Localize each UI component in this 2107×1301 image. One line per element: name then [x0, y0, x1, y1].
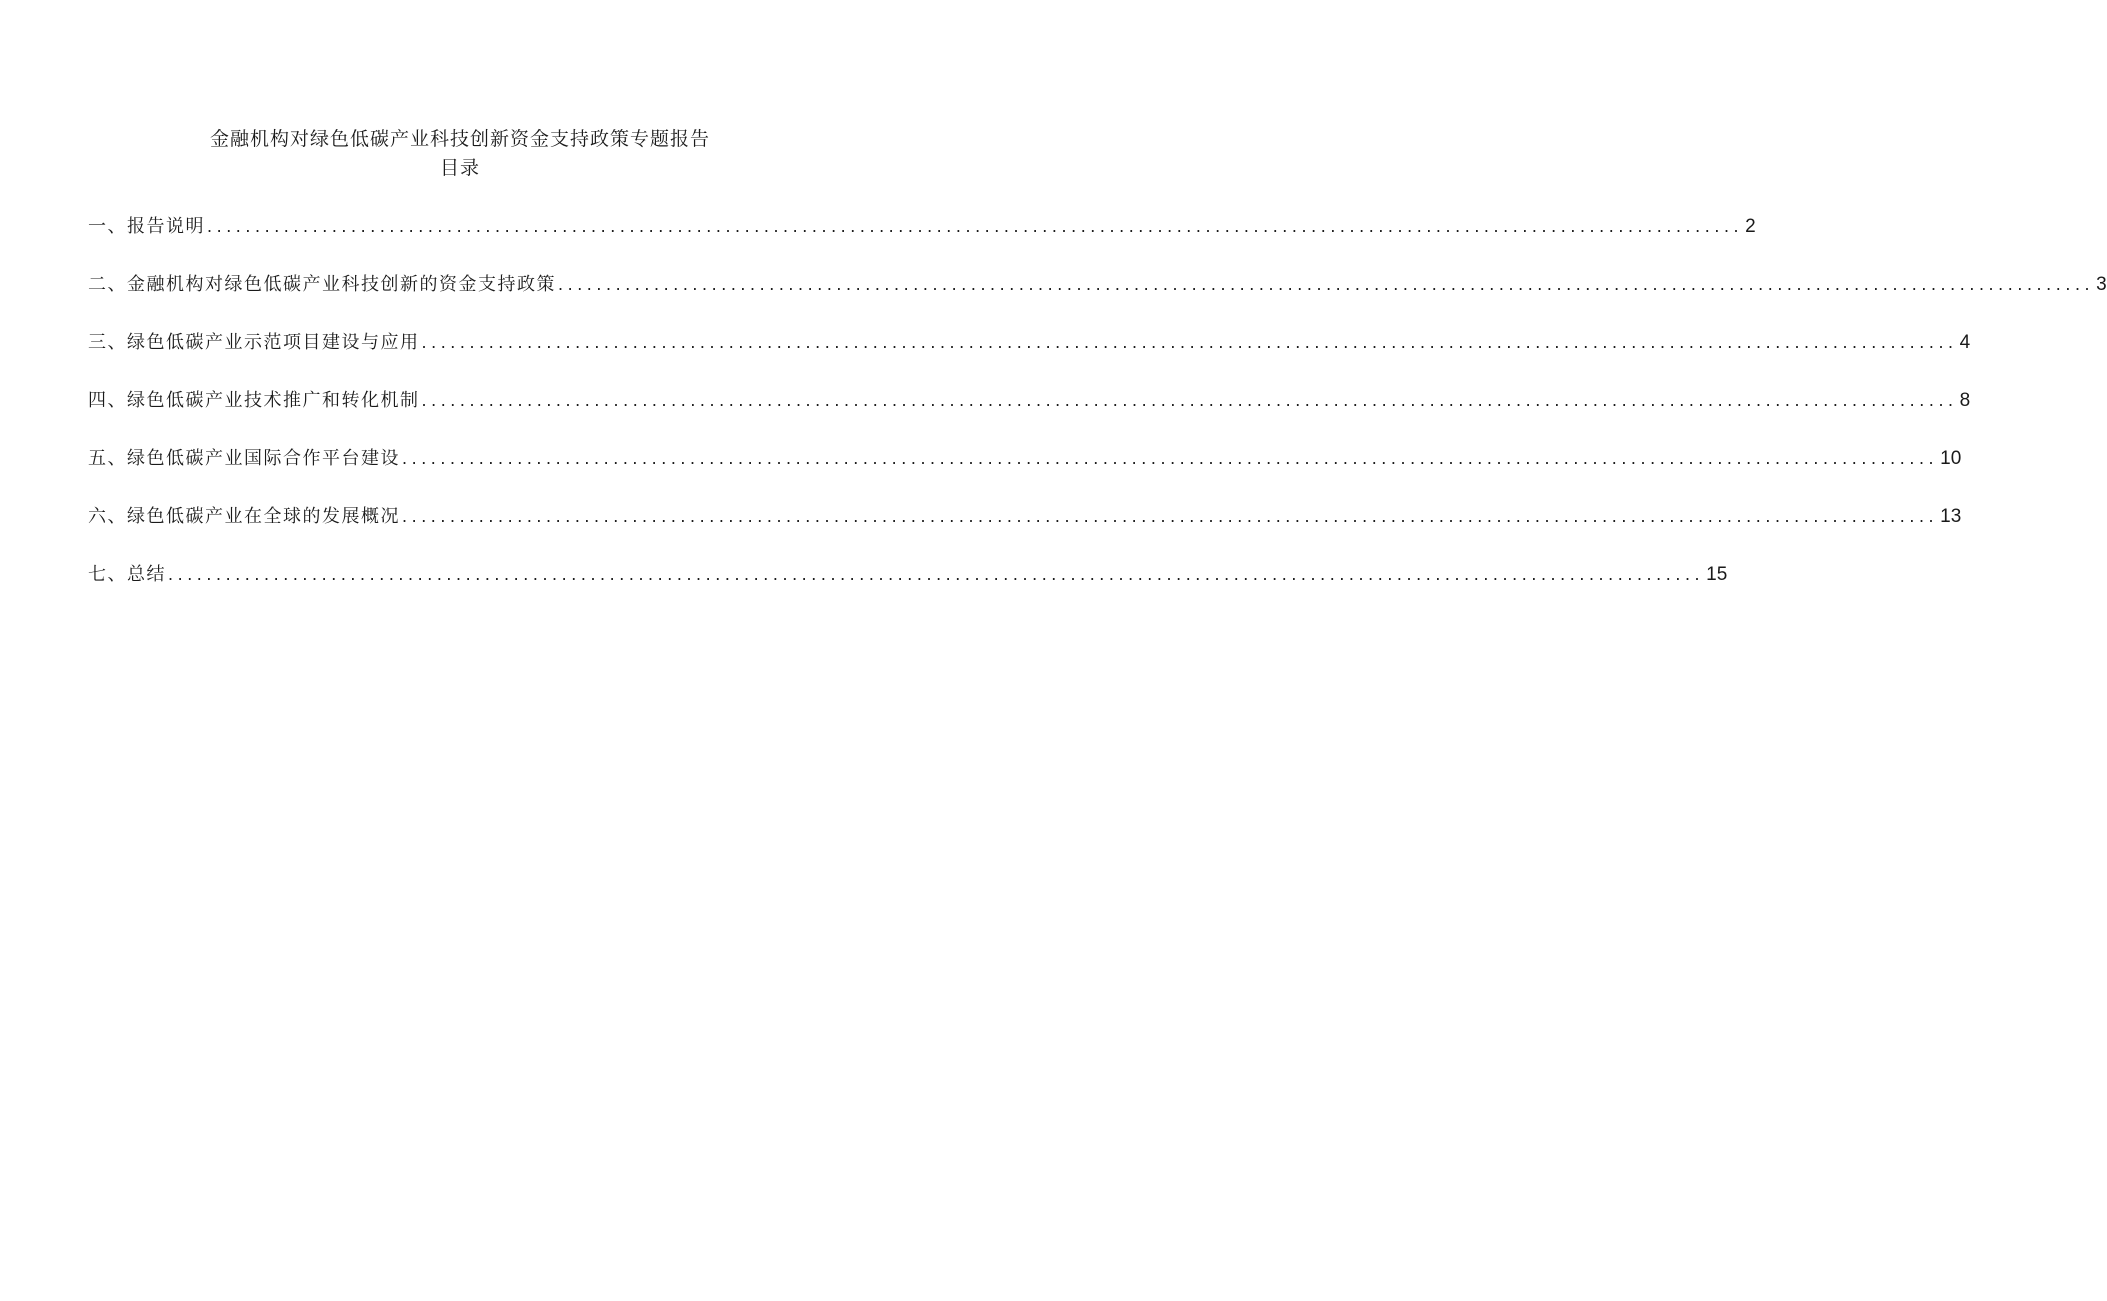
document-title: 金融机构对绿色低碳产业科技创新资金支持政策专题报告	[209, 128, 710, 150]
toc-heading: 目录	[439, 157, 480, 179]
toc-entry-page: 3	[2096, 274, 2107, 295]
toc-entry[interactable]	[88, 328, 1971, 386]
toc-dot-leader: ................................................................................................................................................................	[421, 390, 1958, 410]
toc-entry-title: 六、绿色低碳产业在全球的发展概况	[88, 506, 400, 527]
toc-dot-leader: ................................................................................................................................................................	[402, 448, 1939, 468]
toc-dot-leader: ................................................................................................................................................................	[207, 216, 1744, 236]
toc-entry-title: 五、绿色低碳产业国际合作平台建设	[88, 448, 400, 469]
toc-entry-title: 四、绿色低碳产业技术推广和转化机制	[88, 390, 420, 411]
toc-entry-title: 二、金融机构对绿色低碳产业科技创新的资金支持政策	[88, 274, 556, 295]
toc-entry-page: 2	[1745, 216, 1756, 237]
toc-entry-page: 15	[1706, 564, 1728, 585]
toc-entry[interactable]	[88, 270, 2107, 328]
toc-entry-title: 一、报告说明	[88, 216, 205, 237]
toc-entry[interactable]	[88, 444, 1962, 502]
toc-entry-page: 4	[1959, 332, 1971, 353]
toc-entry-title: 七、总结	[88, 564, 166, 585]
toc-entry-page: 8	[1959, 390, 1971, 411]
toc-dot-leader: ................................................................................................................................................................	[402, 506, 1939, 526]
table-of-contents	[88, 212, 2107, 618]
toc-dot-leader: ................................................................................................................................................................	[558, 274, 2095, 294]
toc-entry[interactable]	[88, 502, 1962, 560]
toc-entry[interactable]	[88, 212, 1756, 270]
toc-entry-page: 13	[1940, 506, 1962, 527]
toc-dot-leader: ................................................................................................................................................................	[168, 564, 1705, 584]
toc-entry-page: 10	[1940, 448, 1962, 469]
toc-dot-leader: ................................................................................................................................................................	[421, 332, 1958, 352]
toc-entry[interactable]	[88, 386, 1971, 444]
toc-entry[interactable]	[88, 560, 1728, 618]
toc-entry-title: 三、绿色低碳产业示范项目建设与应用	[88, 332, 420, 353]
